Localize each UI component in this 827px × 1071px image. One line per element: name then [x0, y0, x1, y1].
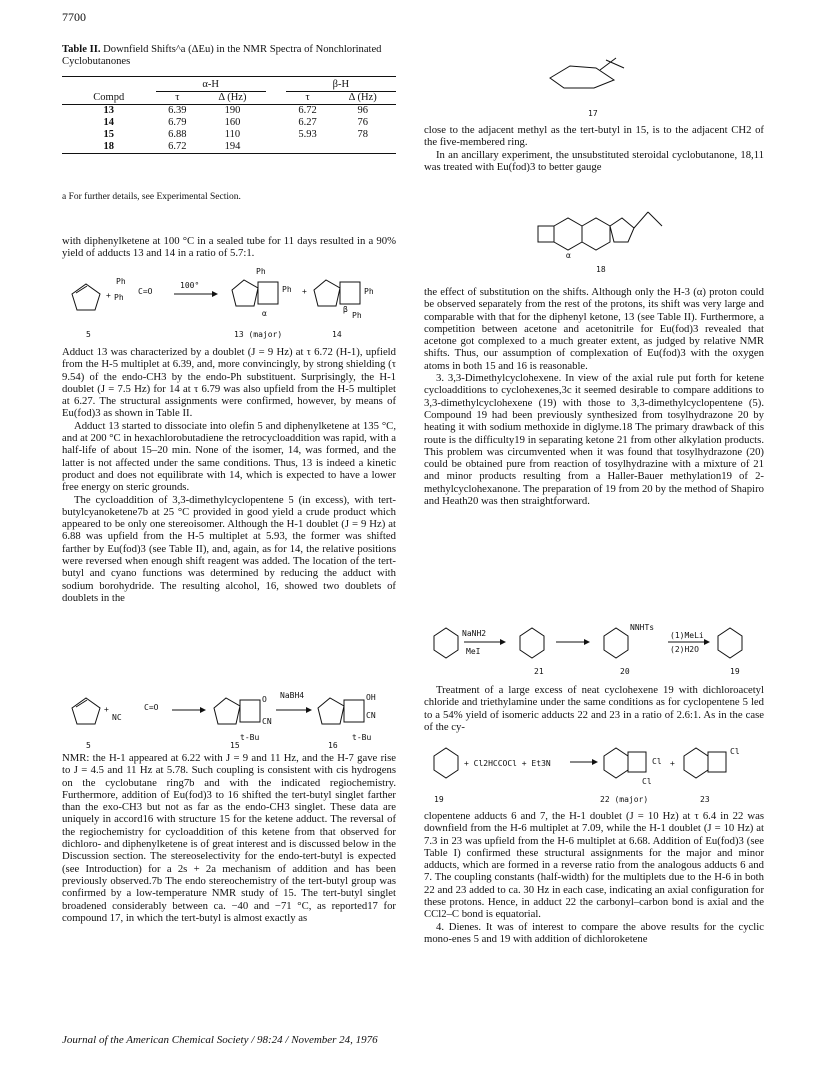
scheme-tbutylcyanoketene [62, 684, 396, 750]
table-row [62, 141, 396, 154]
paragraph: NMR: the H-1 appeared at 6.22 with J = 9 and 11 Hz, and the H-7 gave rise to J = 4.5 and 11 Hz at 5.78. Such coupling is consistent with cis hydrogens on the cyclobutane ring7b and with the indicated regiochemistry. Furthermore, addition of Eu(fod)3 to 16 shifted the tert-butyl singlet farther than the exo-CH3 but not as far as the endo-CH3 singlet. These data are uniquely in accord16 with structure 15 for the ketene adduct. The reversal of the regiochemistry for cycloaddition of this ketene from that observed for dichloro- and diphenylketene is of great interest and is discussed below in the Discussion section. The stereoselectivity for the endo-tert-butyl is expected (see Introduction) for a 2s + 2a mechanism of addition and has been previously observed.7b The endo stereochemistry of the tert-butyl group was confirmed by a low-temperature NMR study of 15. The tert-butyl singlet broadened considerably between ca. −40 and −71 °C, as reported17 for compound 17, in which the tert-butyl is almost exactly as [62, 752, 396, 924]
alpha-label: α [262, 309, 267, 318]
compound-label-15: 15 [230, 741, 240, 750]
cl-label: Cl [642, 777, 652, 786]
svg-text:+: + [104, 705, 109, 714]
table-row [62, 105, 396, 118]
compd-cell: 18 [103, 141, 114, 152]
left-paragraphs-2 [62, 346, 396, 604]
reagent-label: MeI [466, 647, 481, 656]
shift-table [62, 76, 396, 154]
delta-cell: 194 [224, 141, 241, 152]
left-paragraph-3 [62, 752, 396, 924]
tau-cell: 6.72 [168, 141, 187, 152]
condition-label: (1)MeLi [670, 631, 704, 640]
compd-cell: 13 [103, 105, 114, 116]
paragraph: clopentene adducts 6 and 7, the H-1 doublet (J = 10 Hz) at τ 6.4 in 22 was downfield from the H-6 multiplet at 7.09, while the H-1 doublet (J = 10 Hz) at 7.3 in 23 was upfield from the H-6 multiplet at 6.68. Addition of Eu(fod)3 (see Table I) confirmed these structural assignments for the major and minor adducts, which are formed in a reverse ratio from the analogous adducts 6 and 7. The coupling constants (half-width) for the multiplets due to the H-6 in both 22 and 23 added to ca. 30 Hz in each case, indicating an axial configuration for these protons. Hence, in adduct 22 the carbonyl–carbon bond is axial and the CCl2–C bond is equatorial. [424, 810, 764, 921]
header-compd: Compd [93, 91, 125, 103]
table-ii [62, 44, 396, 154]
compound-label-5: 5 [86, 330, 91, 339]
delta-cell: 110 [224, 129, 241, 140]
paragraph: 4. Dienes. It was of interest to compare the above results for the cyclic mono-enes 5 and 19 with addition of dichloroketene [424, 920, 764, 945]
paragraph: The cycloaddition of 3,3-dimethylcyclopentene 5 (in excess), with tert-butylcyanoketene7b at 25 °C provided in good yield a crude product which appeared to be only one stereoisomer. Although the H-1 doublet (J = 9 Hz) at 6.88 was upfield from the H-5 multiplet at 5.93, the former was shifted farther by Eu(fod)3 (see Table II), and, again, as for 14, the relative positions were reversed when enough shift reagent was added. The location of the tert-butyl and cyano functions was determined by reducing the adduct with sodium borohydride. The resulting alcohol, 16, showed two doublets of doublets in the [62, 493, 396, 604]
reagent-label: + Cl2HCCOCl + Et3N [464, 759, 551, 768]
table-footnote: a For further details, see Experimental Section. [62, 192, 241, 202]
ph-label: Ph [116, 277, 126, 286]
cn-label: CN [366, 711, 376, 720]
oh-label: OH [366, 693, 376, 702]
right-paragraph-3 [424, 684, 764, 733]
structure-18 [530, 200, 670, 276]
compound-label-19: 19 [434, 795, 444, 804]
tau-cell: 6.39 [168, 105, 187, 116]
svg-text:+: + [302, 287, 307, 296]
reagent-label: NaBH4 [280, 691, 305, 700]
structure-17 [540, 42, 640, 124]
reagent-label: NaNH2 [462, 629, 487, 638]
compound-label-17: 17 [588, 109, 598, 118]
adduct-13 [232, 280, 278, 306]
condition-label: 100° [180, 281, 200, 290]
table-caption [62, 44, 396, 68]
ketene-label: C=O [138, 287, 153, 296]
compound-label-19: 19 [730, 667, 740, 676]
o-label: O [262, 695, 267, 704]
paragraph: with diphenylketene at 100 °C in a sealed tube for 11 days resulted in a 90% yield of adducts 13 and 14 in a ratio of 5.7:1. [62, 235, 396, 260]
group-beta-h: β-H [286, 77, 396, 92]
right-paragraph-1 [424, 124, 764, 173]
paragraph: 3. 3,3-Dimethylcyclohexene. In view of the axial rule put forth for ketene cycloadditions to cyclohexenes,3c it seemed desirable to compare additions to 3,3-dimethylcyclohexene (19) with those to 3,3-dimethylcyclopentene (5). Compound 19 had been previously synthesized from tosylhydrazone 20 by heating it with sodium methoxide in diglyme.18 The primary drawback of this route is the difficulty19 in separating ketone 21 from other alkylation products. This problem was circumvented when it was found that tosylhydrazone (20) could be obtained pure from reaction of tosylhydrazine with a mixture of 21 and minor products resulting from a Haller-Bauer methylation19 of 2-methylcyclohexanone. The preparation of 19 from 20 by the method of Shapiro and Heath20 was then straightforward. [424, 372, 764, 508]
tbu-label: t-Bu [352, 733, 372, 742]
table-caption-text: Downfield Shifts^a (ΔEu) in the NMR Spectra of Nonchlorinated Cyclobutanones [62, 44, 382, 67]
tau-cell [286, 141, 330, 154]
delta-cell [329, 141, 396, 154]
compound-label-23: 23 [700, 795, 710, 804]
paragraph: Adduct 13 was characterized by a doublet (J = 9 Hz) at τ 6.72 (H-1), upfield from the H-5 multiplet at 6.39, and, more convincingly, by strong shielding (τ 9.54) of the endo-CH3 by the endo-Ph substituent. Surprisingly, the H-1 doublet (J = 7.5 Hz) for 14 at τ 6.79 was also upfield from the H-5 multiplet at 6.27. The structural assignments were confirmed, however, by means of Eu(fod)3 as shown in Table II. [62, 346, 396, 420]
tau-cell: 6.88 [168, 129, 187, 140]
cl-label: Cl [730, 747, 740, 756]
paragraph: Treatment of a large excess of neat cyclohexene 19 with dichloroacetyl chloride and triethylamine under the same conditions as for cyclopentene 5 led to a 54% yield of isomeric adducts 22 and 23 in a ratio of 2.6:1. As in the case of the cy- [424, 684, 764, 733]
table-caption-prefix: Table II. [62, 44, 101, 55]
delta-cell: 160 [224, 117, 241, 128]
tbu-label: t-Bu [240, 733, 260, 742]
compound-label-14: 14 [332, 330, 342, 339]
delta-cell: 96 [357, 105, 368, 116]
journal-footer: Journal of the American Chemical Society / 98:24 / November 24, 1976 [62, 1034, 378, 1046]
nnhts-label: NNHTs [630, 623, 655, 632]
group-alpha-h: α-H [156, 77, 266, 92]
header-tau-alpha: τ [175, 92, 180, 103]
scheme-diphenylketene [62, 262, 396, 342]
cyclopentene-5 [72, 284, 100, 310]
compound-label-5: 5 [86, 741, 91, 750]
tau-cell: 6.72 [298, 105, 317, 116]
right-paragraphs-2 [424, 286, 764, 507]
page-number: 7700 [62, 10, 86, 24]
tau-cell: 6.79 [168, 117, 187, 128]
left-paragraph-1 [62, 235, 396, 260]
scheme-dichloroketene [424, 736, 764, 806]
delta-cell: 76 [357, 117, 368, 128]
compound-label-20: 20 [620, 667, 630, 676]
ph-label: Ph [114, 293, 124, 302]
header-delta-beta: Δ (Hz) [348, 92, 377, 103]
paragraph: close to the adjacent methyl as the tert-butyl in 15, is to the adjacent CH2 of the five-membered ring. [424, 124, 764, 149]
tau-cell: 5.93 [298, 129, 317, 140]
cn-label: CN [262, 717, 272, 726]
ph-label: Ph [352, 311, 362, 320]
compound-label-13: 13 (major) [234, 330, 283, 339]
ph-label: Ph [256, 267, 266, 276]
tau-cell: 6.27 [298, 117, 317, 128]
ph-label: Ph [282, 285, 292, 294]
scheme-shapiro [424, 616, 764, 678]
compd-cell: 14 [103, 117, 114, 128]
adduct-14 [314, 280, 360, 306]
compound-label-22: 22 (major) [600, 795, 649, 804]
paragraph: Adduct 13 started to dissociate into olefin 5 and diphenylketene at 135 °C, and at 200 °C in hexachlorobutadiene the retrocycloaddition was rapid, with a half-life of about 15–20 min. None of the isomer, 14, was formed, and the latter is not affected under the same conditions. Thus, 13 is indeed a kinetic product and does not equilibrate with 14, which is expected to have a lower free energy on steric grounds. [62, 419, 396, 494]
compound-label-21: 21 [534, 667, 544, 676]
condition-label: (2)H2O [670, 645, 699, 654]
delta-cell: 78 [357, 129, 368, 140]
nc-label: NC [112, 713, 122, 722]
table-row [62, 129, 396, 141]
ph-label: Ph [364, 287, 374, 296]
header-delta-alpha: Δ (Hz) [218, 92, 247, 103]
compd-cell: 15 [103, 129, 114, 140]
ketene-label: C=O [144, 703, 159, 712]
header-tau-beta: τ [305, 92, 310, 103]
paragraph: the effect of substitution on the shifts. Although only the H-3 (α) proton could be observed separately from the rest of the protons, its shift was very large and comparable with that for the diphenyl ketone, 13 (see Table II). Furthermore, a competition between acetone and acetonitrile for Eu(fod)3 revealed that acetone got complexed to a much greater extent, as judged by relative NMR shifts. Thus, our assumption of complexation of Eu(fod)3 with the oxygen atoms in both 15 and 16 is reasonable. [424, 286, 764, 372]
table-row [62, 117, 396, 129]
paragraph: In an ancillary experiment, the unsubstituted steroidal cyclobutanone, 18,11 was treated with Eu(fod)3 to better gauge [424, 148, 764, 173]
svg-text:+: + [670, 759, 675, 768]
cl-label: Cl [652, 757, 662, 766]
right-paragraphs-4 [424, 810, 764, 945]
beta-label: β [343, 305, 348, 314]
svg-text:+: + [106, 291, 111, 300]
compound-label-16: 16 [328, 741, 338, 750]
compound-label-18: 18 [596, 265, 606, 274]
alpha-label: α [566, 251, 571, 260]
delta-cell: 190 [224, 105, 241, 116]
